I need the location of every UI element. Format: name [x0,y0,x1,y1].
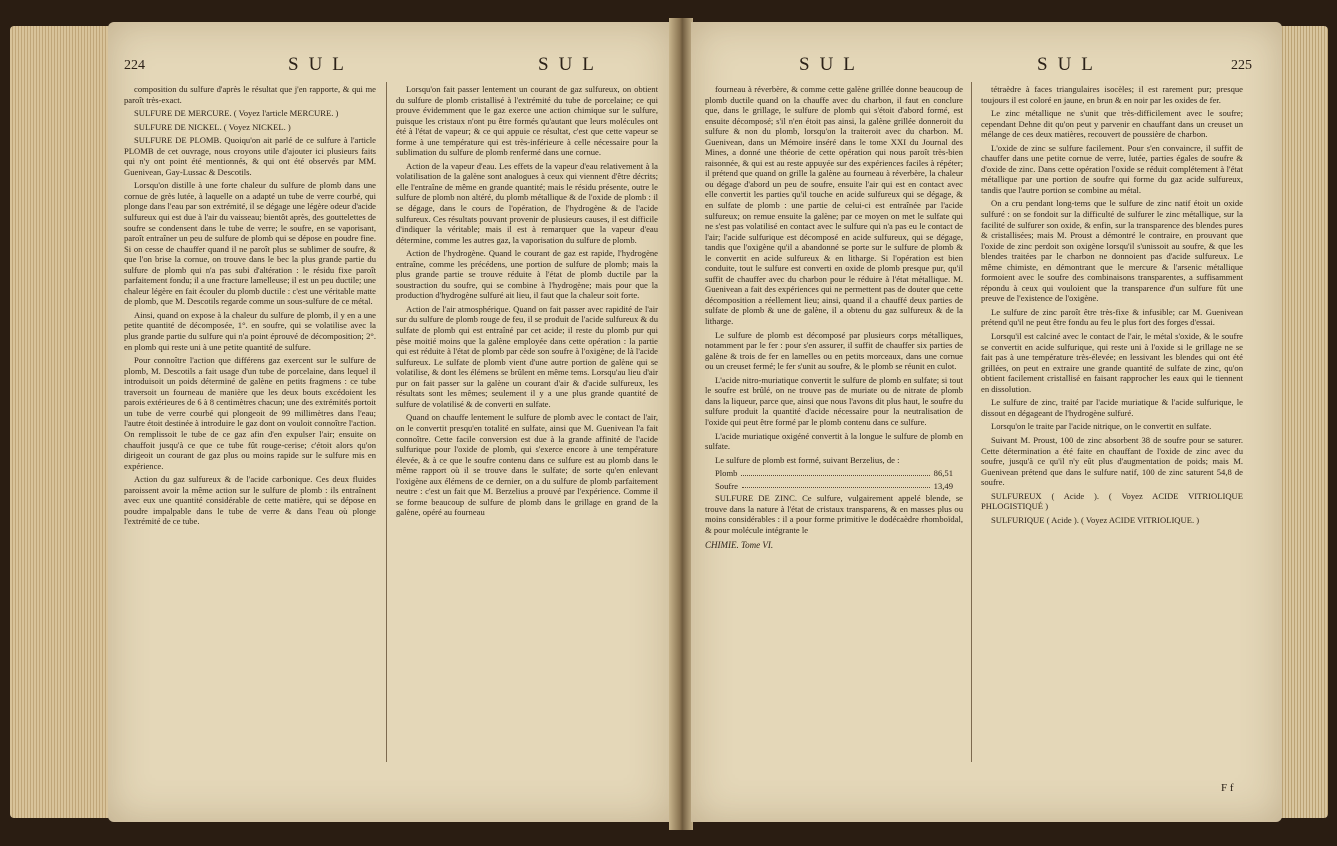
column-right [981,84,1243,528]
paragraph: Action de l'air atmosphérique. Quand on fait passer avec rapidité de l'air sur du sulfure de plomb rouge de feu, il se produit de l'acide sulfureux & du sulfate de plomb qui est entraîné par cet acide; il reste du plomb pur qui pèse moitié moins que la galène employée dans cette opération : la partie qui est réduite à l'état de plomb par cède son soufre à l'oxigène; de là l'acide sulfureux. Le sulfate de plomb vient d'une autre portion de galène qui se volatilise, & dont les élémens se brûlent en même tems. Lorsqu'au lieu d'air pur on fait passer sur la galène un courant d'air & d'acide sulfureux, les résultats sont les mêmes; seulement il y a une plus grande quantité de sulfure de volatilisé & de converti en sulfate. [396,303,658,409]
paragraph: Le zinc métallique ne s'unit que très-difficilement avec le soufre; cependant Dehne dit qu'on peut y parvenir en chauffant dans un creuset un mélange de ces deux matières, recouvert de poussière de charbon. [981,108,1243,140]
paragraph: Action de la vapeur d'eau. Les effets de la vapeur d'eau relativement à la volatilisation de la galène sont analogues à ceux qui viennent d'être décrits; elle l'entraîne de même en grande quantité; mais le résidu présente, outre le sulfure de plomb non altéré, du plomb métallique & de l'oxide de plomb : il se dégage, dans le cours de l'opération, de l'hydrogène & de l'acide sulfureux. Ces résultats pouvant provenir de plusieurs causes, il est difficile d'indiquer la véritable; mais il est à remarquer que la vapeur d'eau détermine, comme les autres gaz, la vaporisation du sulfure de plomb. [396,160,658,245]
paragraph: Le sulfure de zinc paroît être très-fixe & infusible; car M. Guenivean prétend qu'il ne peut être fondu au feu le plus fort des forges d'essai. [981,306,1243,328]
paragraph: Lorsqu'il est calciné avec le contact de l'air, le métal s'oxide, & le soufre se convertit en acide sulfurique, qui reste uni à l'oxide si le grillage ne se fait pas à une température très-élevée; en lessivant les blendes qui ont été grillées, on peut en extraire une grande quantité de sulfate de zinc, qu'on obtient facilement cristallisé en faisant rapprocher les eaux qui le tiennent en dissolution. [981,331,1243,394]
paragraph: Ainsi, quand on expose à la chaleur du sulfure de plomb, il y en a une petite quantité de décomposée, 1°. en soufre, qui se volatilise avec la plus grande partie du sulfure qui n'a point éprouvé de décomposition; 2°. en plomb qui reste uni à une petite quantité de sulfure. [124,309,376,352]
paragraph: SULFURE DE MERCURE. ( Voyez l'article MERCURE. ) [134,108,339,119]
paragraph: Le sulfure de plomb est décomposé par plusieurs corps métalliques, notamment par le fer : pour s'en assurer, il suffit de chauffer six parties de galène & trois de fer en lamelles ou en petits morceaux, dans une cornue ou un creuset fermé; le fer s'unit au soufre, & le plomb se réunit en culot. [705,329,963,372]
paragraph: On a cru pendant long-tems que le sulfure de zinc natif étoit un oxide sulfuré : on se fondoit sur la difficulté de sulfurer le zinc métallique, sur la facilité de sulfurer son oxide, & enfin, sur la transparence des blendes pures & cristallisées; mais M. Proust a démontré le contraire, en prouvant que l'oxide de zinc perdoit son oxigène lorsqu'il s'unissoit au soufre, & que les blendes traitées par le charbon ne donnoient pas d'acide sulfureux. Le même chimiste, en démontrant que le mercure & l'arsenic métallique formoient avec le soufre des combinaisons transparentes, a suffisamment répondu à ceux qui vouloient que la transparence d'un sulfure fût une preuve de l'existence de l'oxigène. [981,198,1243,304]
row-value: 13,49 [933,480,953,491]
paragraph: Action de l'hydrogène. Quand le courant de gaz est rapide, l'hydrogène entraîne, comme les précédens, une portion de sulfure de plomb; mais la plus grande partie se trouve réduite à l'état de plomb ductile par la soustraction du soufre, qui se combine à l'hydrogène; mais pour que la production d'hydrogène sulfuré ait lieu, il faut que la chaleur soit forte. [396,248,658,301]
book-gutter [669,18,693,830]
paragraph: SULFUREUX ( Acide ). ( Voyez ACIDE VITRIOLIQUE PHLOGISTIQUÉ ) [981,490,1243,512]
open-book [8,12,1330,838]
page-edges-right [1280,26,1328,818]
paragraph: Quand on chauffe lentement le sulfure de plomb avec le contact de l'air, on le convertit presqu'en totalité en sulfate, ainsi que M. Guenivean l'a fait connoître. Cette facile conversion est due à la grande affinité de l'acide sulfurique pour l'oxide de plomb, qui s'exerce encore à une température élevée, & à ce que le soufre contenu dans ce sulfure est au plomb dans le même rapport où il se trouve dans le sulfate; de sorte qu'en enlevant l'oxigène aux élémens de ce dernier, on a du sulfure de plomb parfaitement neutre : c'est un fait que M. Berzelius a prouvé par l'expérience. Comme il se forme beaucoup de sulfure de plomb dans le grillage en grand de la galène, opéré au fourneau [396,412,658,518]
footer-title: CHIMIE. Tome VI. [705,540,774,551]
paragraph: Suivant M. Proust, 100 de zinc absorbent 38 de soufre pour se saturer. Cette détermination a été faite en chauffant de l'oxide de zinc avec du soufre, jusqu'à ce qu'il n'y eût plus d'augmentation de poids; mais M. Guenivean prétend que dans le sulfure natif, 100 de zinc saturent 54,8 de soufre. [981,434,1243,488]
paragraph: Le sulfure de zinc, traité par l'acide muriatique & l'acide sulfurique, le dissout en dégageant de l'hydrogène sulfuré. [981,397,1243,418]
right-page [691,22,1282,822]
running-head-left: SUL [288,54,354,75]
paragraph: SULFURE DE PLOMB. Quoiqu'on ait parlé de ce sulfure à l'article PLOMB de cet ouvrage, nous croyons utile d'ajouter ici plusieurs faits qui n'y ont point été mentionnés, & qui ont été observés par MM. Guenivean, Gay-Lussac & Descotils. [124,135,376,177]
running-head-left: SUL [799,54,865,75]
composition-row [715,468,953,479]
row-label: Plomb [715,468,738,479]
composition-row [715,481,953,492]
signature-mark: F f [1221,782,1234,794]
paragraph: Pour connoître l'action que différens gaz exercent sur le sulfure de plomb, M. Descotils a fait usage d'un tube de porcelaine, dans lequel il introduisoit un poids déterminé de galène en petits fragmens : ce tube traversoit un fourneau de manière que les deux bouts excédoient les parois extérieures de 6 à 8 centimètres chacun; une des extrémités portoit un tube de verre courbé qui plongeoit de 99 millimètres dans l'eau; l'autre étoit destinée à introduire le gaz dont on vouloit connoître l'action. On remplissoit le tube de ce gaz afin d'en expulser l'air; ensuite on chauffoit jusqu'à ce que ce tube fût rouge-cerise; c'étoit alors qu'on dirigeoit un courant de gaz plus ou moins rapide sur le sulfure mis en expérience. [124,355,376,471]
page-number: 224 [124,58,145,73]
paragraph: Lorsqu'on le traite par l'acide nitrique, on le convertit en sulfate. [991,421,1212,432]
column-rule [386,82,387,762]
paragraph: SULFURE DE ZINC. Ce sulfure, vulgairement appelé blende, se trouve dans la nature à l'état de cristaux transparens, & en masses plus ou moins considérables : il a pour forme primitive le dodécaèdre rhomboïdal, & pour molécule intégrante le [705,493,963,535]
paragraph: fourneau à réverbère, & comme cette galène grillée donne beaucoup de plomb ductile quand on la chauffe avec du charbon, il faut en conclure que, dans le grillage, le sulfure de plomb qui s'étoit d'abord formé, est ensuite décomposé; s'il n'en étoit pas ainsi, la galène grillée donneroit du sulfure & non du plomb, lorsqu'on la traiteroit avec du charbon. M. Guenivean, dans un Mémoire inséré dans le tome XXI du Journal des Mines, a donné une théorie de cette opération qui nous paroît très-bien raisonnée, & qui est au reste appuyée sur des expériences faciles à répéter; il prétend que quand on grille la galène au fourneau à réverbère, la chaleur ou dégage d'abord un peu de soufre, ensuite l'air qui est en contact avec elle convertit les parties qu'il touche en acide sulfureux qui se dégage, & en sulfate de plomb : une partie de celui-ci est entraînée par l'acide sulfureux; on remue ensuite la galène; par ce moyen on met le sulfate qui ne s'est pas volatilisé en contact avec le sulfure qui n'a pas eu le contact de l'air; l'acide sulfurique est décomposé en acide sulfureux, qui se dégage, tandis que l'oxigène qu'il a abandonné se porte sur le sulfure de plomb & le convertit en acide sulfureux & en litharge. Si l'opération est bien conduite, tout le sulfure est converti en oxide de plomb presque pur, qu'il suffit de chauffer avec du charbon pour le réduire à l'état métallique. M. Guenivean a fait des expériences qui ne permettent pas de douter que cette décomposition a réellement lieu; ainsi, quand il a chauffé deux parties de sulfate de plomb & une de galène, il a obtenu du gaz sulfureux & de la litharge. [705,84,963,327]
paragraph: L'oxide de zinc se sulfure facilement. Pour s'en convaincre, il suffit de chauffer dans une petite cornue de verre, lutée, parties égales de soufre & d'oxide de zinc. Dans cette opération l'oxide se réduit complétement à l'état métallique par une portion de soufre qui forme du gaz acide sulfureux, tandis que l'autre portion se combine au métal. [981,142,1243,195]
page-number: 225 [1231,58,1252,73]
row-label: Soufre [715,480,738,491]
running-head-right: SUL [538,54,604,75]
paragraph: L'acide muriatique oxigéné convertit à la longue le sulfure de plomb en sulfate. [705,430,963,452]
paragraph: L'acide nitro-muriatique convertit le sulfure de plomb en sulfate; si tout le soufre est brûlé, on ne trouve pas de muriate ou de nitrate de plomb dans la liqueur, parce que, ainsi que nous l'avons dit plus haut, le soufre du sulfure produit la quantité d'acide nécessaire pour la neutralisation de l'oxide qui peut être formé par le plomb contenu dans ce sulfure. [705,374,963,427]
paragraph: composition du sulfure d'après le résultat que j'en rapporte, & qui me paroît très-exact. [124,84,376,105]
page-edges-left [10,26,110,818]
running-head-right: SUL [1037,54,1103,75]
left-page [108,22,671,822]
column-left [124,84,376,530]
paragraph: SULFURIQUE ( Acide ). ( Voyez ACIDE VITRIOLIQUE. ) [991,514,1200,525]
paragraph: Action du gaz sulfureux & de l'acide carbonique. Ces deux fluides paroissent avoir la même action sur le sulfure de plomb : ils entraînent avec eux une quantité considérable de cette matière, qui se dépose en poudre impalpable dans le tube de verre & dans l'eau où plonge l'extrémité de ce tube. [124,474,376,527]
row-value: 86,51 [933,468,953,479]
column-right [396,84,658,521]
paragraph: Lorsqu'on fait passer lentement un courant de gaz sulfureux, on obtient du sulfure de plomb cristallisé à l'extrémité du tube de porcelaine; ce qui prouve évidemment que le gaz exerce une action chimique sur le sulfure, puisque les cristaux n'ont pu être formés qu'autant que leurs molécules ont été à l'état de vapeur; & ce qui appuie ce résultat, c'est que cette vapeur se forme à une température qui est très-inférieure à celle nécessaire pour la sublimation du sulfure de plomb renfermé dans une cornue. [396,84,658,158]
column-left [705,84,963,551]
column-rule [971,82,972,762]
paragraph: SULFURE DE NICKEL. ( Voyez NICKEL. ) [134,121,291,132]
paragraph: tétraèdre à faces triangulaires isocèles; il est rarement pur; presque toujours il est coloré en jaune, en brun & en noir par les oxides de fer. [981,84,1243,105]
paragraph: Lorsqu'on distille à une forte chaleur du sulfure de plomb dans une cornue de grès lutée, à laquelle on a adapté un tube de verre courbé, qui plonge dans l'eau par son extrémité, il se dégage une légère odeur d'acide sulfureux qui est due à l'air du vaisseau; bientôt après, des gouttelettes de soufre se condensent dans le tube de verre; le soufre, en se vaporisant, paroît entraîner un peu de sulfure de plomb qui se dépose en poudre fine. Si on cesse de chauffer quand il ne paroît plus se sublimer de soufre, & que l'on brise la cornue, on trouve dans le bec la plus grande partie du sulfure de plomb qui n'a pas subi d'altération : le résidu fixe paroît parfaitement fondu; il a une fracture lamelleuse; il est un peu ductile; une chaleur légère en fait écouler du plomb ductile : c'est une véritable matte de plomb, que M. Descotils regarde comme un sous-sulfure de ce métal. [124,180,376,307]
paragraph: Le sulfure de plomb est formé, suivant Berzelius, de : [715,454,900,465]
